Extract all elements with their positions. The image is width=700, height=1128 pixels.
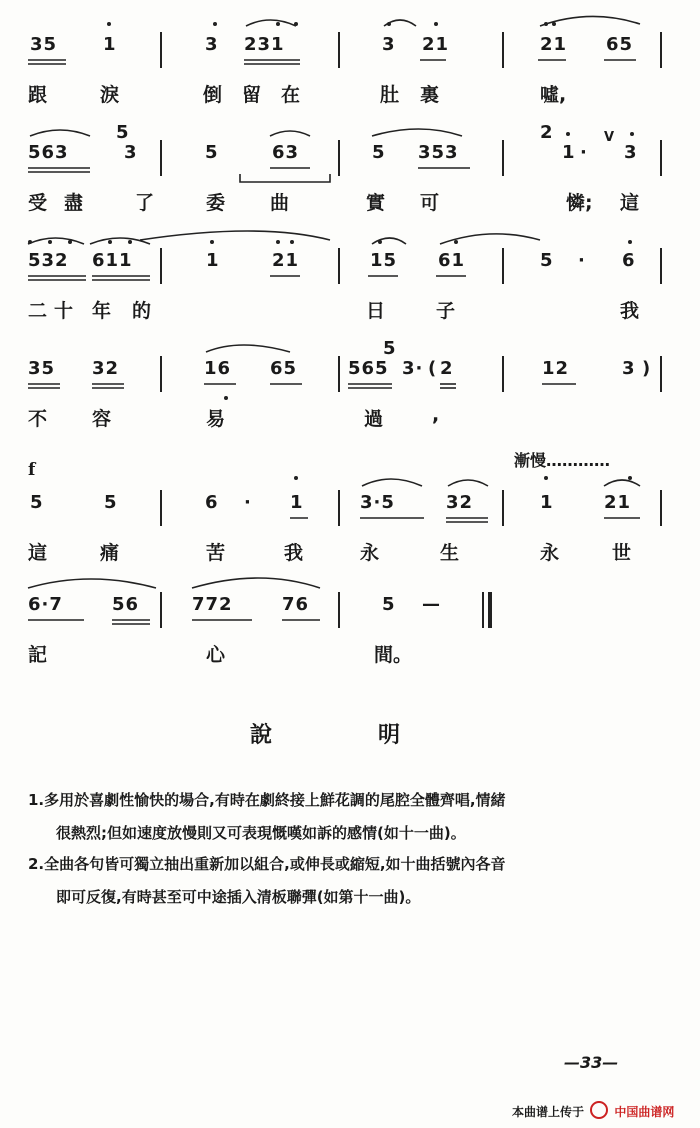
barline <box>160 356 162 392</box>
note-group: 1 <box>103 34 117 55</box>
note-group: 532 <box>28 250 69 271</box>
barline <box>660 248 662 284</box>
page-number: —33— <box>564 1053 619 1072</box>
lyric-char: 淚 <box>100 84 120 106</box>
lyric-char: 的 <box>132 300 152 322</box>
site-logo-icon <box>590 1101 608 1119</box>
note-group: 61 <box>438 250 466 271</box>
open-paren: ( <box>428 358 438 379</box>
lyric-char: 這 <box>28 542 48 564</box>
lyric-char: 間。 <box>374 644 413 666</box>
barline <box>502 356 504 392</box>
lyric-char: 噓, <box>540 84 567 106</box>
note-group: 2 <box>440 358 454 379</box>
lyric-char: 過 <box>364 408 384 430</box>
grace-note: 5 <box>383 338 397 359</box>
note-group: 32 <box>446 492 474 513</box>
note-group: 3 <box>382 34 396 55</box>
lyric-char: 永 <box>540 542 560 564</box>
lyric-char: 十 <box>54 300 74 322</box>
note-dot: · <box>580 142 588 163</box>
note-group: 21 <box>422 34 450 55</box>
barline <box>338 490 340 526</box>
lyric-char: 留 <box>242 84 262 106</box>
note-group: 772 <box>192 594 233 615</box>
note-group: 1 <box>290 492 304 513</box>
lyric-char: 受 <box>28 192 48 214</box>
note-group: 6 <box>205 492 219 513</box>
note-group: 21 <box>540 34 568 55</box>
close-paren: ) <box>642 358 652 379</box>
barline <box>660 32 662 68</box>
note-group: 6 <box>622 250 636 271</box>
text-line: 1.多用於喜劇性愉快的場合,有時在劇終接上鮮花調的尾腔全體齊唱,情緒 <box>28 791 506 809</box>
note-group: 231 <box>244 34 285 55</box>
barline <box>502 490 504 526</box>
note-group: 3 <box>205 34 219 55</box>
barline <box>338 140 340 176</box>
note-group: 6·7 <box>28 594 63 615</box>
note-group: 3· <box>402 358 424 379</box>
lyric-char: 可 <box>420 192 440 214</box>
lyric-char: 二 <box>28 300 48 322</box>
explanation-paragraph-2 <box>28 848 678 914</box>
note-group: 3 <box>124 142 138 163</box>
lyric-char: 我 <box>620 300 640 322</box>
lyric-char: 日 <box>366 300 386 322</box>
barline <box>160 248 162 284</box>
lyric-char: 肚 <box>380 84 400 106</box>
grace-note: 2 <box>540 122 554 143</box>
lyric-char: 容 <box>92 408 112 430</box>
barline <box>160 490 162 526</box>
lyric-char: , <box>432 404 440 426</box>
lyric-char: 了 <box>135 192 155 214</box>
note-group: 35 <box>28 358 56 379</box>
note-group: 76 <box>282 594 310 615</box>
note-group: 3·5 <box>360 492 395 513</box>
lyric-char: 永 <box>360 542 380 564</box>
note-group: 16 <box>204 358 232 379</box>
lyric-char: 痛 <box>100 542 120 564</box>
barline <box>338 248 340 284</box>
barline <box>338 356 340 392</box>
lyric-char: 苦 <box>206 542 226 564</box>
note-dot: · <box>578 250 586 271</box>
note-group: 5 <box>382 594 396 615</box>
note-group: 1 <box>540 492 554 513</box>
note-group: 1 <box>206 250 220 271</box>
title-char: 明 <box>378 723 401 748</box>
barline <box>502 248 504 284</box>
lyric-char: 憐; <box>566 192 593 214</box>
lyric-char: 委 <box>206 192 226 214</box>
note-group: 35 <box>30 34 58 55</box>
source-credit <box>512 1101 674 1120</box>
dynamic-forte: f <box>28 460 36 480</box>
barline <box>160 140 162 176</box>
lyric-char: 心 <box>206 644 226 666</box>
note-group: 3 <box>624 142 638 163</box>
note-group: 65 <box>606 34 634 55</box>
barline <box>160 592 162 628</box>
lyric-char: 跟 <box>28 84 48 106</box>
barline <box>338 592 340 628</box>
note-group: 5 <box>540 250 554 271</box>
barline <box>160 32 162 68</box>
lyric-char: 在 <box>281 84 301 106</box>
lyric-char: 盡 <box>64 192 84 214</box>
lyric-char: 曲 <box>270 192 290 214</box>
barline <box>338 32 340 68</box>
note-group: 56 <box>112 594 140 615</box>
lyric-char: 不 <box>28 408 48 430</box>
barline <box>660 356 662 392</box>
tempo-marking: 漸慢………… <box>514 451 611 470</box>
note-group: 5 <box>205 142 219 163</box>
lyric-char: 我 <box>284 542 304 564</box>
lyric-char: 世 <box>612 542 632 564</box>
lyric-char: 倒 <box>203 84 223 106</box>
text-line: 2.全曲各句皆可獨立抽出重新加以組合,或伸長或縮短,如十曲括號內各音 <box>28 855 506 873</box>
lyric-char: 子 <box>436 300 456 322</box>
lyric-char: 記 <box>28 644 48 666</box>
barline <box>502 140 504 176</box>
note-group: 5 <box>30 492 44 513</box>
source-site[interactable]: 中国曲谱网 <box>614 1105 675 1119</box>
lyric-char: 實 <box>366 192 386 214</box>
note-group: 3 <box>622 358 636 379</box>
note-group: 353 <box>418 142 459 163</box>
breath-mark: V <box>604 130 616 145</box>
final-barline <box>488 592 492 628</box>
lyric-char: 年 <box>92 300 112 322</box>
lyric-char: 這 <box>620 192 640 214</box>
note-group: 15 <box>370 250 398 271</box>
note-group: 65 <box>270 358 298 379</box>
lyric-char: 裏 <box>420 84 440 106</box>
text-line: 即可反復,有時甚至可中途插入清板聯彈(如第十一曲)。 <box>56 888 421 906</box>
note-group: 5 <box>104 492 118 513</box>
note-group: 21 <box>604 492 632 513</box>
source-prefix: 本曲谱上传于 <box>512 1105 585 1119</box>
note-group: 565 <box>348 358 389 379</box>
note-group: 1 <box>562 142 576 163</box>
lyric-char: 生 <box>440 542 460 564</box>
note-dot: · <box>244 492 252 513</box>
explanation-paragraph-1 <box>28 784 678 850</box>
note-group: 5 <box>372 142 386 163</box>
note-group: 32 <box>92 358 120 379</box>
title-char: 說 <box>250 723 273 748</box>
note-group: 63 <box>272 142 300 163</box>
note-group: 12 <box>542 358 570 379</box>
text-line: 很熱烈;但如速度放慢則又可表現慨嘆如訴的感情(如十一曲)。 <box>56 824 466 842</box>
note-group: 563 <box>28 142 69 163</box>
barline <box>660 490 662 526</box>
barline <box>502 32 504 68</box>
barline <box>482 592 484 628</box>
barline <box>660 140 662 176</box>
sustain-dash: — <box>422 594 441 615</box>
lyric-char: 易 <box>206 408 226 430</box>
note-group: 611 <box>92 250 133 271</box>
grace-note: 5 <box>116 122 130 143</box>
note-group: 21 <box>272 250 300 271</box>
